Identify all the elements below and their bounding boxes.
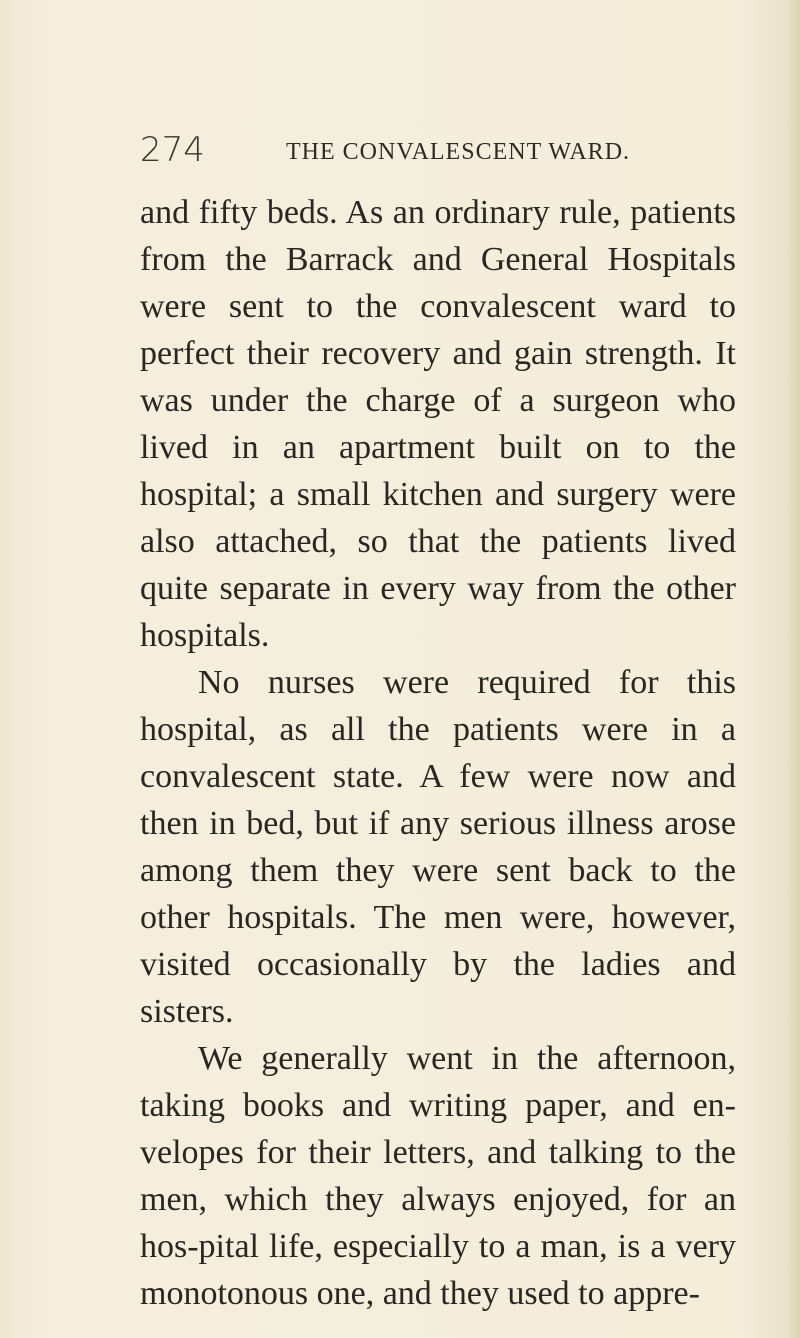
paragraph-1: and fifty beds. As an ordinary rule, patients from the Barrack and General Hospitals were sent to the convalescent ward to perfect their recovery and gain strength. It was under the charge of a surgeon who lived in an apartment built on to the hospital; a small kitchen and surgery were also attached, so that the patients lived quite separate in every way from the other hospitals. — [140, 194, 736, 654]
running-head: THE CONVALESCENT WARD. — [286, 139, 631, 165]
paragraph-2: No nurses were required for this hospital, as all the patients were in a convalescent state. A few were now and then in bed, but if any serious illness arose among them they were sent back to the other hospitals. The men were, however, visited occasionally by the ladies and sisters. — [140, 664, 736, 1030]
page-header — [140, 128, 660, 172]
page-edge-shadow — [786, 0, 800, 1338]
paragraph-3: We generally went in the afternoon, taking books and writing paper, and en-velopes for their letters, and talking to the men, which they always enjoyed, for an hos-pital life, especially to a man, is a very monotonous one, and they used to appre- — [140, 1040, 736, 1312]
page-number: 274 — [140, 130, 205, 170]
body-text — [140, 189, 736, 1317]
